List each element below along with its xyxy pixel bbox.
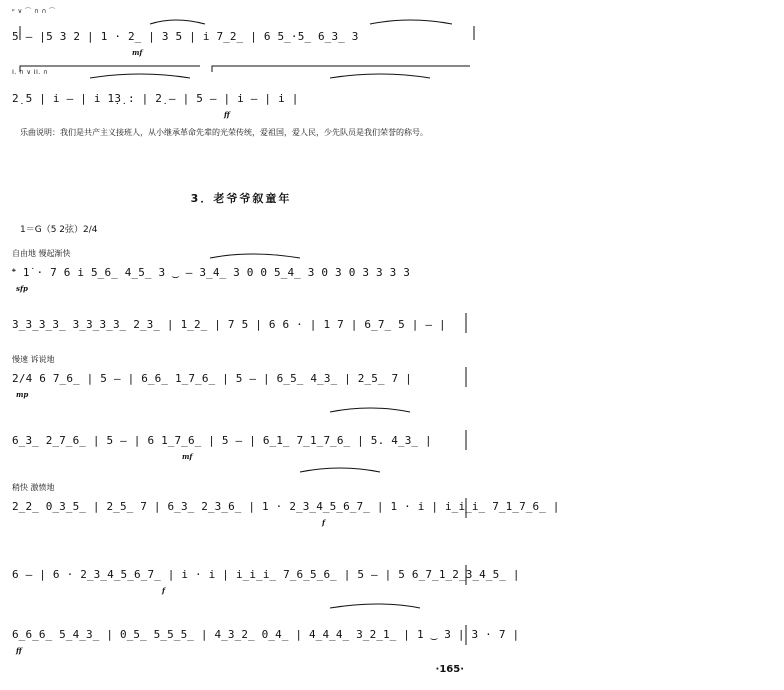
dynamic-mark: mp [16, 390, 29, 399]
dynamic-mark: f [322, 518, 326, 527]
note-line: 2̣ 5 | i – | i 1̣3̣ : | 2̣ – | 5 – | i – | i | [12, 92, 299, 105]
slur [330, 408, 410, 412]
dynamic-mark: ff [16, 646, 22, 655]
explanation-text: 我们是共产主义接班人，从小继承革命先辈的光荣传统，爱祖国，爱人民，少先队员是我们荣誉的称号。 [60, 128, 428, 137]
expression-text: 稍快 激愤地 [12, 483, 55, 492]
note-line: 5 – |5 3 2 | 1 · 2̲ | 3 5 | i 7̲2̲ | 6 5̲·5̲ 6̲3̲ 3 [12, 30, 359, 43]
note-line: 2̲2̲ 0̲3̲5̲ | 2̲5̲ 7 | 6̲3̲ 2̲3̲6̲ | 1 · 2̲3̲4̲5̲6̲7̲ | 1 · i | i̲i̲i̲ 7̲1̲7̲6̲ | [12, 500, 560, 513]
note-line: 6̲3̲ 2̲7̲6̲ | 5 – | 6 1̲7̲6̲ | 5 – | 6̲1̲ 7̲1̲7̲6̲ | 5. 4̲3̲ | [12, 434, 432, 447]
dynamic-mark: mf [182, 452, 193, 461]
slur [330, 604, 420, 608]
note-line: 𝄌 1̇ · 7 6 i 5̲6̲ 4̲5̲ 3 ‿ – 3̲4̲ 3 0 0 5̲4̲ 3 0 3 0 3 3 3 3 [12, 266, 411, 279]
articulation-marks: I. ∩ ∨ II. ∩ [12, 68, 49, 76]
articulation-marks: ᵖ ∨ ⌒ ∩ ∩ ⌒ [12, 7, 56, 15]
music-explanation [20, 126, 470, 140]
dynamic-mark: ff [224, 110, 230, 119]
expression-text: 慢速 诉说地 [12, 355, 55, 364]
key-signature: 1＝G（5 2弦）2/4 [20, 225, 98, 235]
explanation-label: 乐曲说明： [20, 128, 60, 137]
dynamic-mark: sfp [16, 284, 28, 293]
dynamic-mark: f [162, 586, 166, 595]
note-line: 3̲3̲3̲3̲ 3̲3̲3̲3̲ 2̲3̲ | 1̲2̲ | 7 5 | 6 6 · | 1 7 | 6̲7̲ 5 | – | [12, 318, 446, 331]
note-line: 6̲6̲6̲ 5̲4̲3̲ | 0̲5̲ 5̲5̲5̲ | 4̲3̲2̲ 0̲4̲ | 4̲4̲4̲ 3̲2̲1̲ | 1 ‿ 3 | 3 · 7 | [12, 628, 520, 641]
note-line: 2/4 6 7̲6̲ | 5 – | 6̲6̲ 1̲7̲6̲ | 5 – | 6̲5̲ 4̲3̲ | 2̲5̲ 7 | [12, 372, 412, 385]
slur [370, 20, 452, 24]
slur [300, 468, 380, 472]
slur [150, 20, 205, 24]
piece-title: 3．老爷爷叙童年 [190, 192, 292, 205]
page-number: ·165· [435, 664, 464, 675]
note-line: 6 – | 6 · 2̲3̲4̲5̲6̲7̲ | i · i | i̲i̲i̲ 7̲6̲5̲6̲ | 5 – | 5 6̲7̲1̲2̲3̲4̲5̲ | [12, 568, 520, 581]
dynamic-mark: mf [132, 48, 143, 57]
expression-text: 自由地 慢起渐快 [12, 249, 71, 258]
